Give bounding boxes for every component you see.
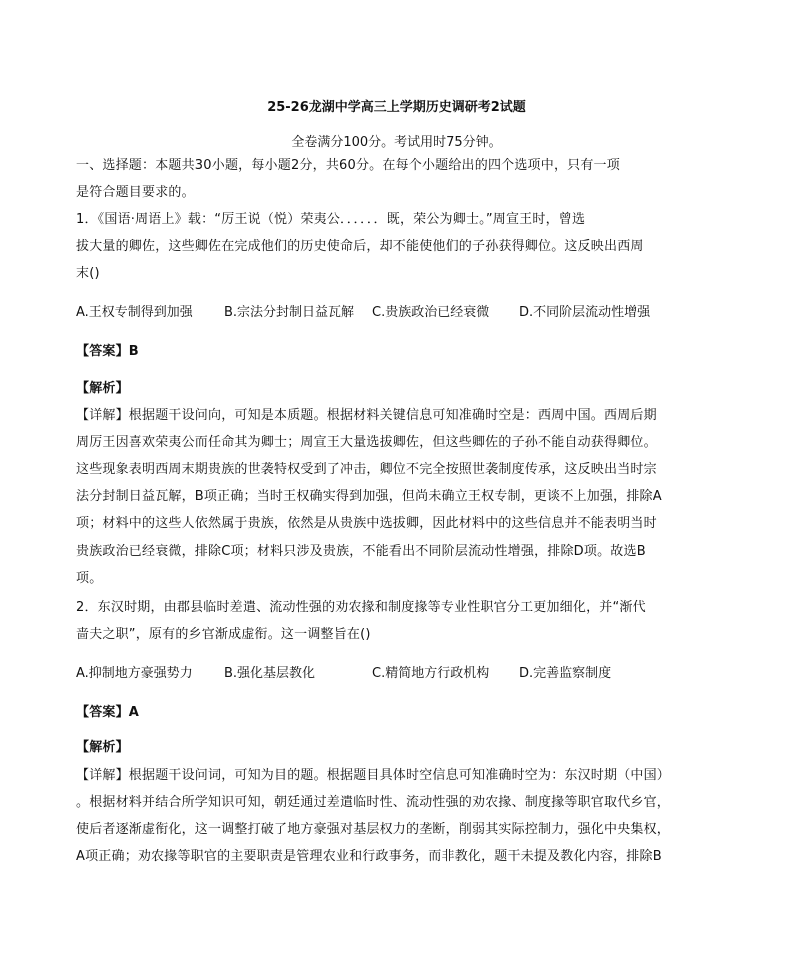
question-1-answer: 【答案】B bbox=[76, 344, 139, 359]
question-1-stem-line: 末() bbox=[76, 266, 100, 281]
exam-info: 全卷满分100分。考试用时75分钟。 bbox=[291, 135, 502, 150]
question-2-analysis-line: 【详解】根据题干设问词，可知为目的题。根据题目具体时空信息可知准确时空为：东汉时期（中国） bbox=[76, 768, 671, 783]
question-1-option-a: A.王权专制得到加强 bbox=[76, 305, 193, 320]
question-1-analysis-line: 贵族政治已经衰微，排除C项；材料只涉及贵族，不能看出不同阶层流动性增强，排除D项。故选B bbox=[76, 544, 646, 559]
question-1-analysis-line: 项。 bbox=[76, 571, 103, 586]
page-title: 25-26龙湖中学高三上学期历史调研考2试题 bbox=[267, 100, 526, 115]
question-2-analysis-line: 使后者逐渐虚衔化，这一调整打破了地方豪强对基层权力的垄断，削弱其实际控制力，强化中央集权， bbox=[76, 822, 671, 837]
question-1-analysis-line: 项；材料中的这些人依然属于贵族，依然是从贵族中选拔卿，因此材料中的这些信息并不能表明当时 bbox=[76, 516, 657, 531]
section-instruction-line: 一、选择题：本题共30小题，每小题2分，共60分。在每个小题给出的四个选项中，只有一项 bbox=[76, 158, 620, 173]
question-2-stem-line: 2．东汉时期，由郡县临时差遣、流动性强的劝农掾和制度掾等专业性职官分工更加细化，并“渐代 bbox=[76, 600, 646, 615]
question-2-option-b: B.强化基层教化 bbox=[224, 666, 316, 681]
question-1-option-d: D.不同阶层流动性增强 bbox=[519, 305, 651, 320]
question-2-analysis-line: 。根据材料并结合所学知识可知，朝廷通过差遣临时性、流动性强的劝农掾、制度掾等职官取代乡官， bbox=[76, 795, 671, 810]
question-1-option-b: B.宗法分封制日益瓦解 bbox=[224, 305, 355, 320]
question-2-option-c: C.精简地方行政机构 bbox=[372, 666, 490, 681]
question-2-answer: 【答案】A bbox=[76, 705, 140, 720]
question-2-stem-line: 啬夫之职”，原有的乡官渐成虚衔。这一调整旨在() bbox=[76, 627, 371, 642]
question-1-analysis-label: 【解析】 bbox=[76, 381, 129, 396]
question-1-option-c: C.贵族政治已经衰微 bbox=[372, 305, 490, 320]
question-1-analysis-line: 这些现象表明西周末期贵族的世袭特权受到了冲击，卿位不完全按照世袭制度传承，这反映出当时宗 bbox=[76, 462, 657, 477]
question-2-analysis-label: 【解析】 bbox=[76, 740, 129, 755]
question-2-option-d: D.完善监察制度 bbox=[519, 666, 612, 681]
question-1-analysis-line: 周厉王因喜欢荣夷公而任命其为卿士；周宣王大量选拔卿佐，但这些卿佐的子孙不能自动获得卿位。 bbox=[76, 435, 657, 450]
section-instruction-line: 是符合题目要求的。 bbox=[76, 185, 195, 200]
question-2-option-a: A.抑制地方豪强势力 bbox=[76, 666, 193, 681]
question-1-analysis-line: 【详解】根据题干设问向，可知是本质题。根据材料关键信息可知准确时空是：西周中国。西周后期 bbox=[76, 408, 657, 423]
question-1-stem-line: 拔大量的卿佐，这些卿佐在完成他们的历史使命后，却不能使他们的子孙获得卿位。这反映出西周 bbox=[76, 239, 644, 254]
question-1-stem-line: 1．《国语·周语上》载：“厉王说（悦）荣夷公．．．．．．既，荣公为卿士。”周宣王时，曾选 bbox=[76, 212, 586, 227]
question-2-analysis-line: A项正确；劝农掾等职官的主要职责是管理农业和行政事务，而非教化，题干未提及教化内容，排除B bbox=[76, 849, 662, 864]
question-1-analysis-line: 法分封制日益瓦解，B项正确；当时王权确实得到加强，但尚未确立王权专制，更谈不上加强，排除A bbox=[76, 489, 662, 504]
